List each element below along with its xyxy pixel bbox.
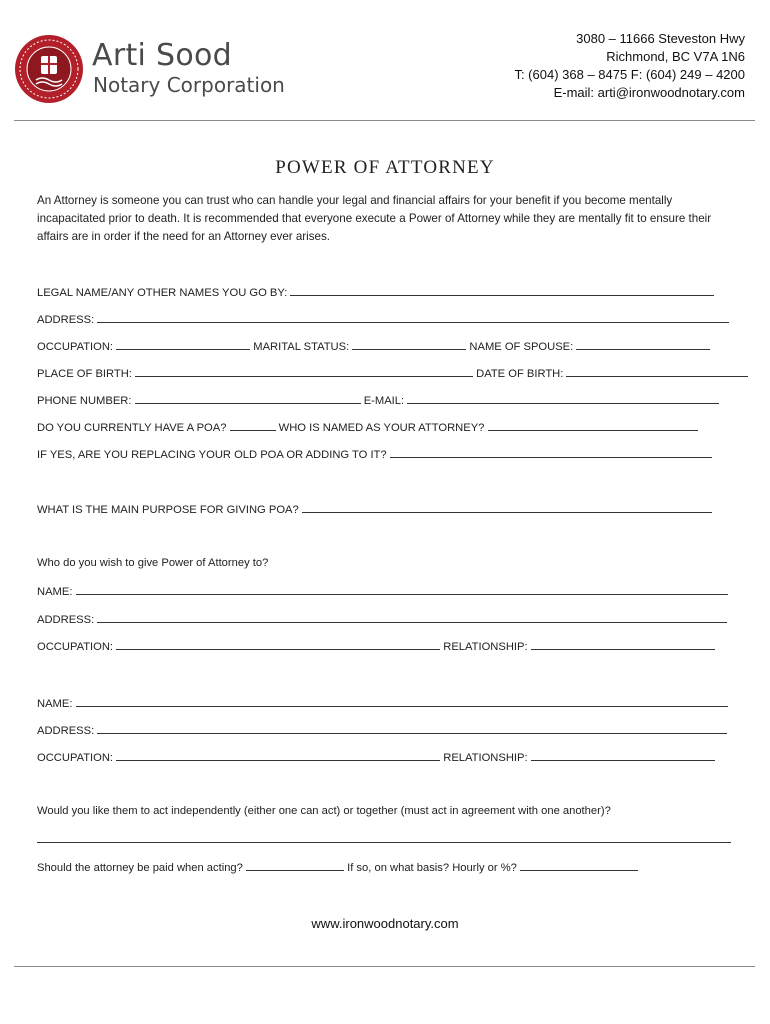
attorney2-occupation-label: OCCUPATION: — [37, 752, 114, 764]
purpose-field[interactable] — [302, 502, 712, 513]
place-of-birth-field[interactable] — [135, 366, 473, 377]
attorney1-occupation-label: OCCUPATION: — [37, 641, 114, 653]
act-question-label: Would you like them to act independently (either one can act) or together (must act in agreement with one another)? — [37, 805, 611, 817]
email-label: E-MAIL: — [363, 395, 405, 407]
place-of-birth-label: PLACE OF BIRTH: — [37, 368, 132, 380]
act-question-row — [37, 805, 611, 817]
who-named-field[interactable] — [488, 420, 698, 431]
birth-row — [37, 366, 748, 380]
phone-label: PHONE NUMBER: — [37, 395, 132, 407]
phone-field[interactable] — [135, 393, 361, 404]
attorney2-occupation-field[interactable] — [116, 750, 440, 761]
form-title: POWER OF ATTORNEY — [275, 157, 495, 178]
footer-divider — [14, 966, 755, 967]
purpose-label: WHAT IS THE MAIN PURPOSE FOR GIVING POA? — [37, 504, 299, 516]
who-give-question — [37, 557, 268, 569]
act-answer-field[interactable] — [37, 832, 731, 843]
attorney2-relationship-label: RELATIONSHIP: — [443, 752, 528, 764]
attorney1-relationship-field[interactable] — [531, 639, 715, 650]
notary-seal-logo — [14, 34, 84, 104]
address-field[interactable] — [97, 312, 729, 323]
contact-block — [514, 30, 745, 102]
paid-question-label: Should the attorney be paid when acting? — [37, 862, 243, 874]
brand-subtitle: Notary Corporation — [93, 73, 285, 97]
date-of-birth-label: DATE OF BIRTH: — [476, 368, 564, 380]
contact-row — [37, 393, 719, 407]
attorney1-address-field[interactable] — [97, 612, 727, 623]
email-field[interactable] — [407, 393, 719, 404]
attorney1-name-label: NAME: — [37, 586, 73, 598]
replacing-field[interactable] — [390, 447, 712, 458]
attorney1-relationship-label: RELATIONSHIP: — [443, 641, 528, 653]
purpose-row — [37, 502, 712, 516]
occupation-label: OCCUPATION: — [37, 341, 114, 353]
paid-row — [37, 860, 638, 874]
email-address[interactable]: E-mail: arti@ironwoodnotary.com — [553, 85, 745, 100]
attorney2-address-label: ADDRESS: — [37, 725, 95, 737]
current-poa-label: DO YOU CURRENTLY HAVE A POA? — [37, 422, 227, 434]
footer-website-link[interactable]: www.ironwoodnotary.com — [311, 916, 459, 931]
attorney2-address-field[interactable] — [97, 723, 727, 734]
attorney2-relationship-field[interactable] — [531, 750, 715, 761]
marital-status-field[interactable] — [352, 339, 466, 350]
brand-name: Arti Sood — [92, 38, 232, 73]
current-poa-field[interactable] — [230, 420, 276, 431]
legal-name-field[interactable] — [290, 285, 714, 296]
address-label: ADDRESS: — [37, 314, 95, 326]
act-answer-row — [37, 832, 731, 846]
phone-fax: T: (604) 368 – 8475 F: (604) 249 – 4200 — [514, 67, 745, 82]
who-named-label: WHO IS NAMED AS YOUR ATTORNEY? — [278, 422, 485, 434]
attorney1-address-label: ADDRESS: — [37, 614, 95, 626]
basis-question-label: If so, on what basis? Hourly or %? — [347, 862, 517, 874]
attorney1-name-row — [37, 584, 728, 598]
paid-field[interactable] — [246, 860, 344, 871]
attorney2-name-row — [37, 696, 728, 710]
legal-name-label: LEGAL NAME/ANY OTHER NAMES YOU GO BY: — [37, 287, 288, 299]
replacing-row — [37, 447, 712, 461]
replacing-label: IF YES, ARE YOU REPLACING YOUR OLD POA OR ADDING TO IT? — [37, 449, 387, 461]
address-line-2: Richmond, BC V7A 1N6 — [606, 49, 745, 64]
attorney1-address-row — [37, 612, 727, 626]
occupation-field[interactable] — [116, 339, 250, 350]
spouse-label: NAME OF SPOUSE: — [469, 341, 574, 353]
attorney2-address-row — [37, 723, 727, 737]
who-give-label: Who do you wish to give Power of Attorney to? — [37, 557, 269, 569]
basis-field[interactable] — [520, 860, 638, 871]
marital-status-label: MARITAL STATUS: — [253, 341, 350, 353]
spouse-field[interactable] — [576, 339, 710, 350]
attorney1-name-field[interactable] — [76, 584, 728, 595]
legal-name-row — [37, 285, 714, 299]
attorney2-name-label: NAME: — [37, 698, 73, 710]
header-divider — [14, 120, 755, 121]
attorney1-occupation-row — [37, 639, 715, 653]
intro-paragraph: An Attorney is someone you can trust who can handle your legal and financial affairs for your benefit if you become mentally incapacitated prior to death. It is recommended that everyone execute a Power of Attorney while they are mentally fit to ensure their affairs are in order if the need for an Attorney ever arises. — [37, 194, 712, 243]
attorney2-occupation-row — [37, 750, 715, 764]
attorney1-occupation-field[interactable] — [116, 639, 440, 650]
address-row — [37, 312, 729, 326]
occupation-row — [37, 339, 710, 353]
attorney2-name-field[interactable] — [76, 696, 728, 707]
current-poa-row — [37, 420, 698, 434]
date-of-birth-field[interactable] — [566, 366, 748, 377]
address-line-1: 3080 – 11666 Steveston Hwy — [576, 31, 745, 46]
